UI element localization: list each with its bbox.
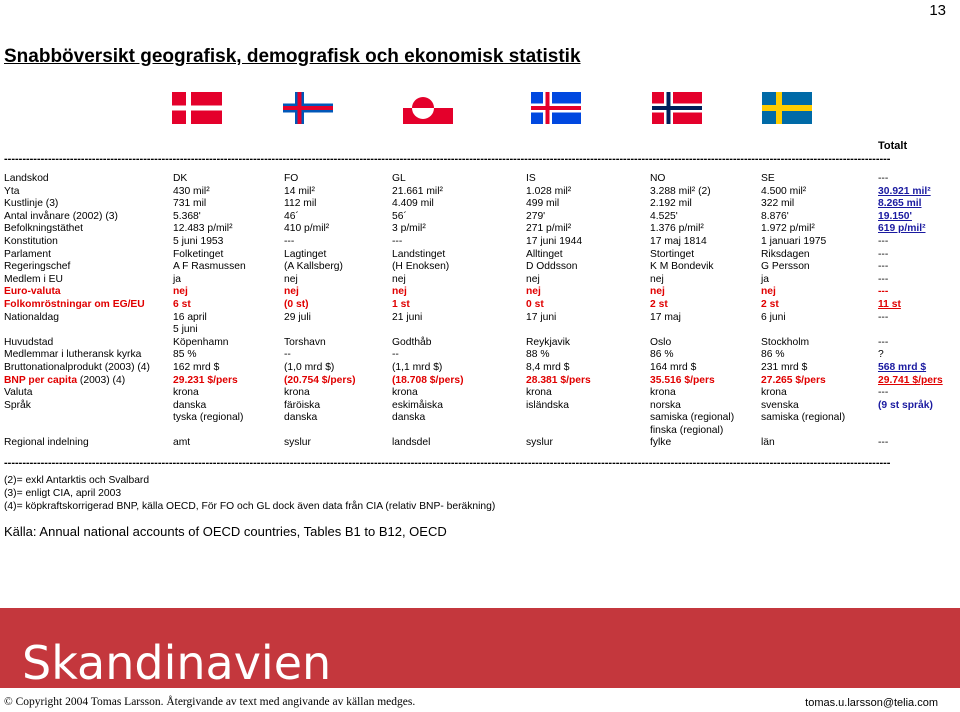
table-cell: 29 juli xyxy=(284,311,311,323)
total-cell: 30.921 mil² xyxy=(878,185,931,197)
table-cell: Lagtinget xyxy=(284,248,327,260)
total-cell: --- xyxy=(878,286,889,298)
total-cell: 8.265 mil xyxy=(878,198,922,210)
table-cell: Reykjavik xyxy=(526,336,571,348)
footnote: (3)= enligt CIA, april 2003 xyxy=(4,488,122,499)
table-cell: (1,0 mrd $) xyxy=(284,361,335,373)
total-cell: --- xyxy=(878,261,889,273)
table-cell: 162 mrd $ xyxy=(173,361,220,373)
table-row xyxy=(4,173,960,186)
table-row xyxy=(4,186,960,199)
table-cell: 29.231 $/pers xyxy=(173,374,238,386)
table-cell: 731 mil xyxy=(173,198,207,210)
table-cell: 2 st xyxy=(761,298,779,310)
row-label-part: (2003) (4) xyxy=(77,374,126,386)
table-cell: Torshavn xyxy=(284,336,326,348)
table-cell: 5 juni xyxy=(173,324,198,336)
table-cell: krona xyxy=(761,387,787,399)
table-cell: tyska (regional) xyxy=(173,412,244,424)
table-cell: syslur xyxy=(284,437,311,449)
total-cell: --- xyxy=(878,173,889,184)
table-cell: 430 mil² xyxy=(173,185,210,197)
table-cell: nej xyxy=(650,273,664,285)
table-cell: landsdel xyxy=(392,437,431,449)
total-cell: --- xyxy=(878,311,889,323)
total-cell: --- xyxy=(878,437,889,449)
table-cell: krona xyxy=(526,387,552,399)
table-cell: nej xyxy=(284,273,298,285)
table-row xyxy=(4,324,960,337)
table-row xyxy=(4,425,960,438)
table-row xyxy=(4,274,960,287)
table-cell: 1.972 p/mil² xyxy=(761,223,815,235)
table-cell: nej xyxy=(650,286,665,298)
footnote: (4)= köpkraftskorrigerad BNP, källa OECD, För FO och GL dock även data från CIA (relativ BNP- beräkning) xyxy=(4,501,496,512)
table-cell: norska xyxy=(650,399,681,411)
table-cell: 14 mil² xyxy=(284,185,315,197)
table-cell: Stockholm xyxy=(761,336,810,348)
table-cell: finska (regional) xyxy=(650,424,724,436)
table-cell: 499 mil xyxy=(526,198,560,210)
row-label: Befolkningstäthet xyxy=(4,223,83,235)
table-row xyxy=(4,387,960,400)
table-cell: 56´ xyxy=(392,210,407,222)
table-cell: 3 p/mil² xyxy=(392,223,426,235)
table-cell: 322 mil xyxy=(761,198,795,210)
row-label: Antal invånare (2002) (3) xyxy=(4,210,118,222)
iceland-flag xyxy=(531,92,581,124)
totalt-header: Totalt xyxy=(878,140,908,152)
table-cell: eskimåiska xyxy=(392,399,443,411)
total-cell: --- xyxy=(878,273,889,285)
row-label xyxy=(4,375,125,388)
total-cell: 11 st xyxy=(878,298,901,310)
statistics-table xyxy=(4,173,960,450)
table-cell: svenska xyxy=(761,399,799,411)
table-cell: ja xyxy=(173,273,182,285)
table-cell: 2 st xyxy=(650,298,668,310)
table-cell: krona xyxy=(284,387,310,399)
table-cell: 5.368' xyxy=(173,210,201,222)
row-label-part: BNP per capita xyxy=(4,374,78,386)
table-cell: --- xyxy=(392,235,403,247)
table-cell: nej xyxy=(284,286,299,298)
table-row xyxy=(4,236,960,249)
sweden-flag xyxy=(762,92,812,124)
table-cell: nej xyxy=(526,273,540,285)
faroe-flag xyxy=(283,92,333,124)
row-label: Huvudstad xyxy=(4,336,54,348)
table-row xyxy=(4,261,960,274)
norway-flag xyxy=(652,92,702,124)
table-cell: färöiska xyxy=(284,399,321,411)
total-cell: --- xyxy=(878,248,889,260)
table-cell: Stortinget xyxy=(650,248,695,260)
table-cell: (1,1 mrd $) xyxy=(392,361,443,373)
table-cell: nej xyxy=(392,273,406,285)
row-label: Yta xyxy=(4,185,20,197)
table-cell: Landstinget xyxy=(392,248,446,260)
table-cell: 8,4 mrd $ xyxy=(526,361,570,373)
table-cell: län xyxy=(761,437,775,449)
row-label: Konstitution xyxy=(4,235,58,247)
total-cell: 29.741 $/pers xyxy=(878,374,943,386)
table-row xyxy=(4,362,960,375)
table-cell: -- xyxy=(392,349,399,361)
total-cell: --- xyxy=(878,235,889,247)
table-cell: 4.525' xyxy=(650,210,678,222)
table-cell: 0 st xyxy=(526,298,544,310)
table-cell: 3.288 mil² (2) xyxy=(650,185,711,197)
table-row xyxy=(4,412,960,425)
table-cell: NO xyxy=(650,173,666,184)
table-row xyxy=(4,400,960,413)
table-cell: 6 juni xyxy=(761,311,786,323)
row-label: Folkomröstningar om EG/EU xyxy=(4,298,145,310)
table-cell: G Persson xyxy=(761,261,810,273)
table-cell: 164 mrd $ xyxy=(650,361,697,373)
table-cell: nej xyxy=(392,286,407,298)
table-cell: 28.381 $/pers xyxy=(526,374,591,386)
table-cell: (A Kallsberg) xyxy=(284,261,343,273)
total-cell: 19.150' xyxy=(878,210,912,222)
footnote: (2)= exkl Antarktis och Svalbard xyxy=(4,475,150,486)
table-cell: krona xyxy=(392,387,418,399)
table-cell: danska xyxy=(284,412,318,424)
table-cell: danska xyxy=(173,399,207,411)
table-cell: 410 p/mil² xyxy=(284,223,330,235)
table-cell: 1 st xyxy=(392,298,410,310)
table-cell: 5 juni 1953 xyxy=(173,235,224,247)
table-row xyxy=(4,211,960,224)
source-text: Källa: Annual national accounts of OECD countries, Tables B1 to B12, OECD xyxy=(4,524,447,539)
total-cell: (9 st språk) xyxy=(878,399,933,411)
row-label: Medlem i EU xyxy=(4,273,63,285)
table-cell: fylke xyxy=(650,437,672,449)
table-cell: syslur xyxy=(526,437,553,449)
table-cell: 12.483 p/mil² xyxy=(173,223,233,235)
table-row xyxy=(4,249,960,262)
table-cell: FO xyxy=(284,173,299,184)
table-cell: isländska xyxy=(526,399,569,411)
table-cell: Köpenhamn xyxy=(173,336,229,348)
table-cell: krona xyxy=(173,387,199,399)
table-cell: (H Enoksen) xyxy=(392,261,450,273)
table-cell: 1 januari 1975 xyxy=(761,235,827,247)
total-cell: --- xyxy=(878,336,889,348)
table-cell: 112 mil xyxy=(284,198,317,210)
table-cell: nej xyxy=(526,286,541,298)
top-divider: -------------------------------------------------------------------------------------------------------------------------------------------------------------------------------------------------------------------------------------------------- xyxy=(4,153,891,165)
table-cell: Folketinget xyxy=(173,248,224,260)
row-label: Euro-valuta xyxy=(4,286,61,298)
table-cell: 6 st xyxy=(173,298,191,310)
table-cell: 17 maj 1814 xyxy=(650,235,707,247)
greenland-flag xyxy=(403,92,453,124)
table-cell: 88 % xyxy=(526,349,550,361)
total-cell: ? xyxy=(878,349,884,361)
row-label: Landskod xyxy=(4,173,49,184)
table-row xyxy=(4,337,960,350)
table-cell: Riksdagen xyxy=(761,248,810,260)
table-cell: Alltinget xyxy=(526,248,563,260)
table-cell: (0 st) xyxy=(284,298,309,310)
row-label: Språk xyxy=(4,399,31,411)
table-cell: krona xyxy=(650,387,676,399)
table-cell: 86 % xyxy=(761,349,785,361)
table-row xyxy=(4,299,960,312)
table-cell: danska xyxy=(392,412,426,424)
table-cell: Godthåb xyxy=(392,336,432,348)
table-cell: samiska (regional) xyxy=(761,412,846,424)
table-cell: 17 maj xyxy=(650,311,681,323)
row-label: Kustlinje (3) xyxy=(4,198,59,210)
table-cell: nej xyxy=(173,286,188,298)
table-row xyxy=(4,437,960,450)
page-title: Snabböversikt geografisk, demografisk och ekonomisk statistik xyxy=(4,46,581,67)
table-cell: 231 mrd $ xyxy=(761,361,808,373)
table-cell: 27.265 $/pers xyxy=(761,374,826,386)
contact-email: tomas.u.larsson@telia.com xyxy=(805,697,938,709)
bottom-divider: -------------------------------------------------------------------------------------------------------------------------------------------------------------------------------------------------------------------------------------------------- xyxy=(4,457,891,469)
table-cell: A F Rasmussen xyxy=(173,261,246,273)
table-cell: nej xyxy=(761,286,776,298)
table-cell: D Oddsson xyxy=(526,261,578,273)
banner-title: Skandinavien xyxy=(22,636,332,690)
table-cell: amt xyxy=(173,437,191,449)
table-cell: 16 april xyxy=(173,311,207,323)
table-cell: 1.376 p/mil² xyxy=(650,223,704,235)
table-cell: 8.876' xyxy=(761,210,789,222)
row-label: Bruttonationalprodukt (2003) (4) xyxy=(4,361,150,373)
row-label: Medlemmar i lutheransk kyrka xyxy=(4,349,142,361)
table-cell: 35.516 $/pers xyxy=(650,374,715,386)
table-cell: 17 juni 1944 xyxy=(526,235,583,247)
table-cell: 2.192 mil xyxy=(650,198,692,210)
row-label: Valuta xyxy=(4,387,33,399)
total-cell: --- xyxy=(878,387,889,399)
table-row xyxy=(4,349,960,362)
row-label: Regeringschef xyxy=(4,261,71,273)
table-cell: 46´ xyxy=(284,210,299,222)
table-cell: SE xyxy=(761,173,775,184)
table-cell: 21 juni xyxy=(392,311,423,323)
table-cell: ja xyxy=(761,273,770,285)
table-cell: --- xyxy=(284,235,295,247)
table-cell: 279' xyxy=(526,210,546,222)
table-row xyxy=(4,286,960,299)
table-cell: 86 % xyxy=(650,349,674,361)
table-cell: 17 juni xyxy=(526,311,557,323)
table-cell: K M Bondevik xyxy=(650,261,714,273)
table-cell: -- xyxy=(284,349,291,361)
table-cell: 271 p/mil² xyxy=(526,223,572,235)
table-cell: samiska (regional) xyxy=(650,412,735,424)
table-row xyxy=(4,312,960,325)
row-label: Regional indelning xyxy=(4,437,89,449)
table-row xyxy=(4,223,960,236)
table-cell: 85 % xyxy=(173,349,197,361)
total-cell: 568 mrd $ xyxy=(878,361,927,373)
copyright-text: © Copyright 2004 Tomas Larsson. Återgivande av text med angivande av källan medges. xyxy=(4,696,416,708)
table-cell: IS xyxy=(526,173,536,184)
footnotes xyxy=(4,474,495,513)
row-label: Nationaldag xyxy=(4,311,59,323)
table-cell: 21.661 mil² xyxy=(392,185,443,197)
denmark-flag xyxy=(172,92,222,124)
table-cell: 1.028 mil² xyxy=(526,185,572,197)
row-label: Parlament xyxy=(4,248,51,260)
page-number: 13 xyxy=(929,2,946,19)
table-cell: 4.409 mil xyxy=(392,198,434,210)
table-cell: 4.500 mil² xyxy=(761,185,807,197)
table-cell: GL xyxy=(392,173,406,184)
table-row xyxy=(4,198,960,211)
table-cell: (18.708 $/pers) xyxy=(392,374,464,386)
table-cell: (20.754 $/pers) xyxy=(284,374,356,386)
table-row xyxy=(4,375,960,388)
table-cell: DK xyxy=(173,173,188,184)
total-cell: 619 p/mil² xyxy=(878,223,926,235)
table-cell: Oslo xyxy=(650,336,672,348)
